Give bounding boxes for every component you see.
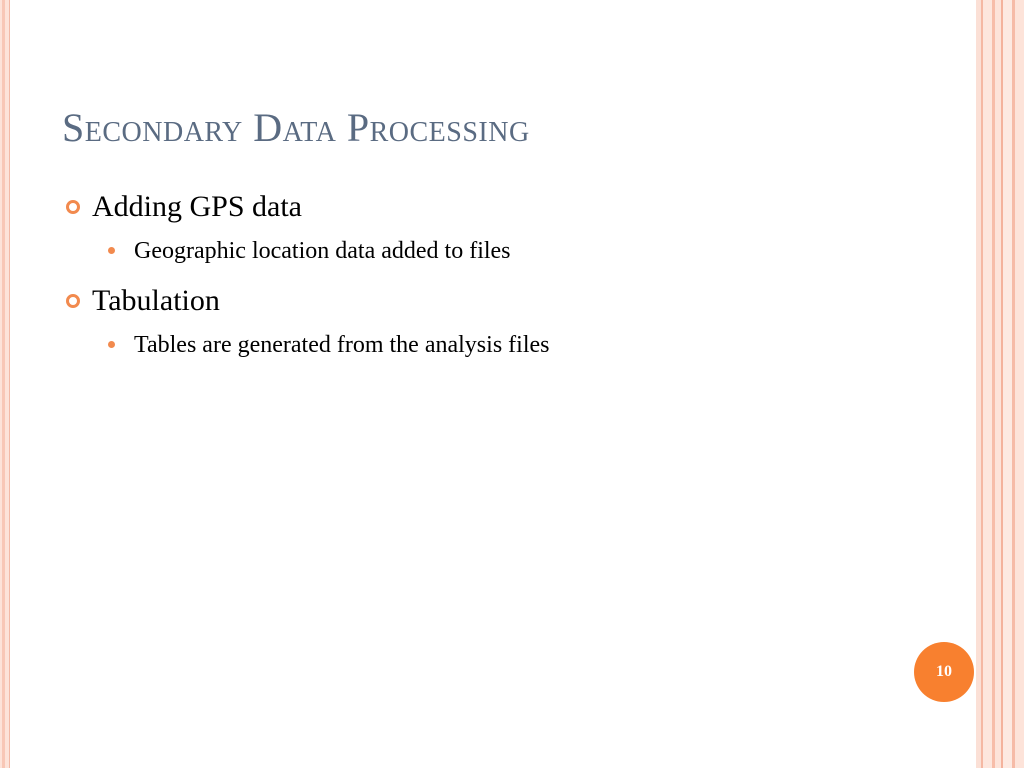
bullet-text: Adding GPS data [92,190,302,223]
bullet-item [66,280,946,322]
bullet-text: Tabulation [92,284,220,317]
left-border-stripe [2,0,5,768]
slide-title: Secondary Data Processing [62,105,530,150]
dot-bullet-icon [108,341,115,348]
ring-bullet-icon [66,294,80,308]
sub-bullet-item [66,328,946,362]
bullet-item [66,186,946,228]
bullet-list [66,186,946,362]
right-stripe-decoration [983,0,992,768]
right-stripe-decoration [1003,0,1012,768]
sub-bullet-item [66,234,946,268]
left-border-decoration [0,0,10,768]
ring-bullet-icon [66,200,80,214]
sub-bullet-text: Tables are generated from the analysis files [134,332,550,358]
page-number-badge: 10 [914,642,974,702]
dot-bullet-icon [108,247,115,254]
right-stripe-decoration [1015,0,1024,768]
sub-bullet-text: Geographic location data added to files [134,238,511,264]
